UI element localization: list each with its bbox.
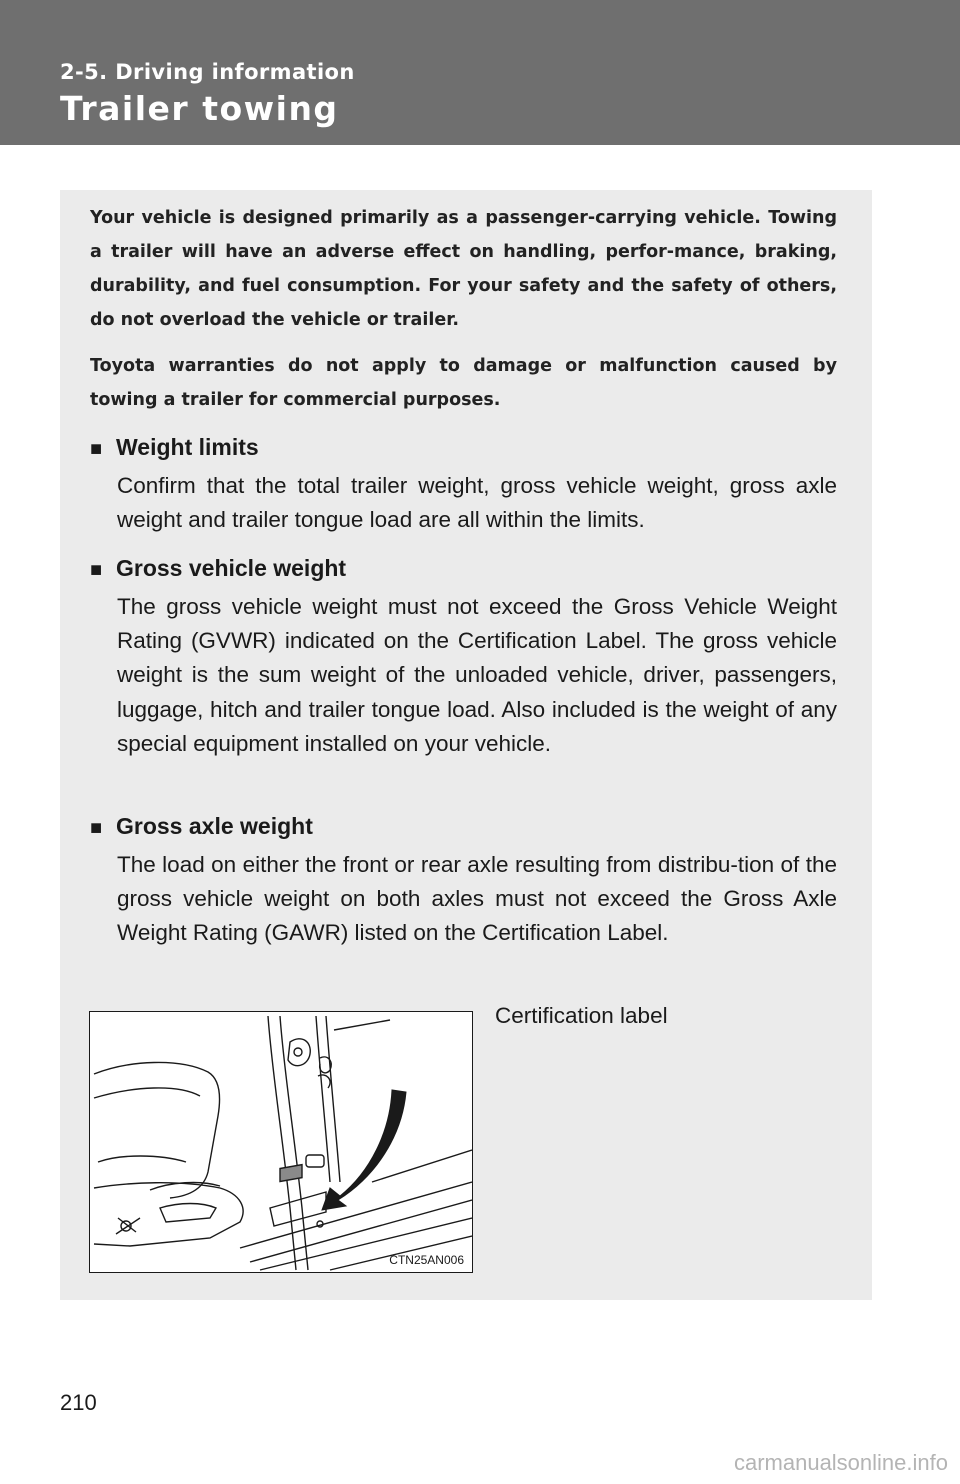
site-watermark: carmanualsonline.info: [733, 1450, 948, 1475]
page-number: 210: [60, 1390, 97, 1415]
intro-paragraph: Toyota warranties do not apply to damage or malfunction caused by towing a trailer for commercial purposes.: [90, 356, 837, 410]
section-body: The load on either the front or rear axle resulting from distribu-tion of the gross vehicle weight on both axles must not exceed the Gross Axle Weight Rating (GAWR) listed on the Certification Label.: [117, 852, 837, 946]
figure-caption: Certification label: [495, 1003, 668, 1028]
section-body: The gross vehicle weight must not exceed the Gross Vehicle Weight Rating (GVWR) indicated on the Certification Label. The gross vehicle weight is the sum weight of the unloaded vehicle, driver, passengers, luggage, hitch and trailer tongue load. Also included is the weight of any special equipment installed on your vehicle.: [117, 594, 837, 756]
section-label: 2-5. Driving information: [60, 60, 355, 84]
section-heading-label: Gross vehicle weight: [116, 555, 347, 581]
figure-code: CTN25AN006: [389, 1253, 464, 1267]
intro-paragraph: Your vehicle is designed primarily as a passenger-carrying vehicle. Towing a trailer will have an adverse effect on handling, perfor-mance, braking, durability, and fuel consumption. For your safety and the safety of others, do not overload the vehicle or trailer.: [90, 208, 837, 330]
certification-label-illustration: [89, 1011, 473, 1273]
section-heading-label: Gross axle weight: [116, 813, 313, 839]
square-bullet-icon: ■: [90, 817, 103, 839]
section-heading-label: Weight limits: [116, 434, 259, 460]
section-heading-gross-vehicle-weight: [90, 551, 346, 587]
square-bullet-icon: ■: [90, 438, 103, 460]
section-heading-gross-axle-weight: [90, 809, 313, 845]
section-heading-weight-limits: [90, 430, 259, 466]
chapter-header-band: [0, 0, 960, 145]
page-title: Trailer towing: [60, 89, 339, 128]
section-body: Confirm that the total trailer weight, gross vehicle weight, gross axle weight and trailer tongue load are all within the limits.: [117, 473, 837, 533]
door-sill-drawing: [90, 1012, 472, 1272]
square-bullet-icon: ■: [90, 559, 103, 581]
